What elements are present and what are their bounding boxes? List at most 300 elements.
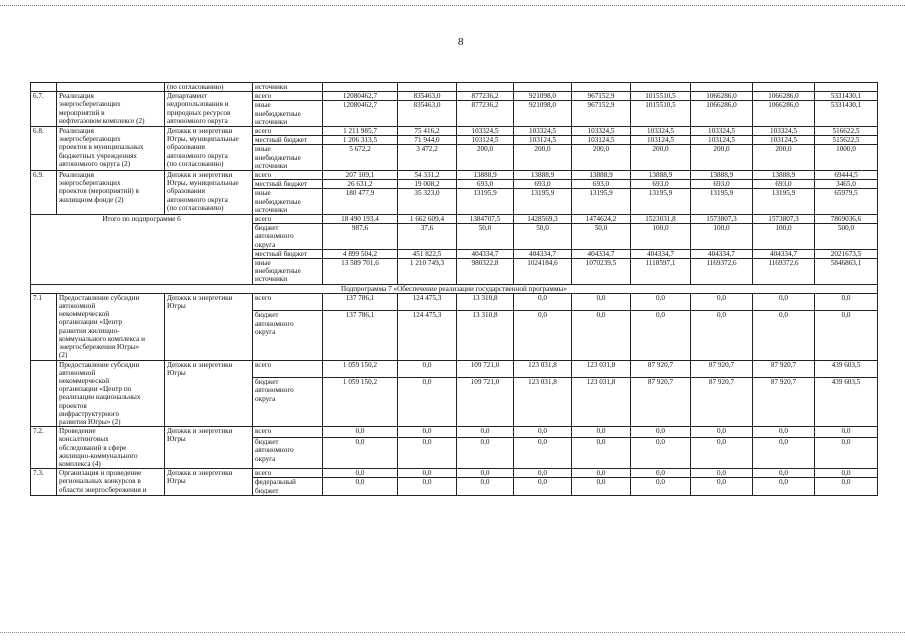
activity-name-line: бюджетных учреждениях [59, 151, 137, 160]
funding-source [253, 92, 323, 101]
amount-cell: 516622,5 [815, 127, 878, 136]
row-number: 7.3. [31, 469, 57, 496]
amount-cell: 0,0 [691, 311, 753, 360]
amount-cell: 0,0 [398, 360, 457, 378]
amount-cell: 0,0 [691, 478, 753, 495]
executor [165, 293, 253, 360]
amount-cell: 50,0 [514, 224, 572, 250]
funding-source-line: округа [255, 327, 276, 336]
activity-name-line: энергосберегающих [59, 179, 121, 188]
amount-cell: 0,0 [398, 438, 457, 469]
amount-cell: 0,0 [753, 469, 815, 478]
amount-cell: 980322,8 [457, 259, 514, 285]
amount-cell: 200,0 [457, 145, 514, 171]
amount-cell: 103324,5 [572, 127, 631, 136]
executor-line: природных ресурсов [167, 108, 231, 117]
amount-cell: 13888,9 [753, 171, 815, 180]
amount-cell: 124 475,3 [398, 311, 457, 360]
table-row [31, 293, 878, 311]
amount-cell: 103124,5 [631, 136, 691, 145]
activity-name-line: энергосбережения Югры» [59, 343, 140, 352]
amount-cell: 5331430,1 [815, 101, 878, 127]
amount-cell: 0,0 [572, 469, 631, 478]
amount-cell: 65979,5 [815, 189, 878, 215]
table-row [31, 171, 878, 180]
funding-source-line: автономного [255, 446, 294, 455]
funding-source-line: всего [255, 427, 272, 436]
amount-cell: 87 920,7 [631, 360, 691, 378]
activity-name [57, 469, 165, 496]
amount-cell: 1428569,3 [514, 215, 572, 224]
amount-cell: 207 109,1 [323, 171, 398, 180]
funding-source-line: бюджет [255, 311, 279, 320]
amount-cell: 180 477,9 [323, 189, 398, 215]
executor-line: автономного округа [167, 116, 228, 125]
funding-source-line: бюджет [255, 378, 279, 387]
funding-source [253, 311, 323, 360]
amount-cell: 4 899 504,2 [323, 249, 398, 258]
amount-cell: 5 672,2 [323, 145, 398, 171]
row-number [31, 83, 57, 92]
funding-source-line: иные [255, 145, 271, 154]
funding-source-line: всего [255, 293, 272, 302]
amount-cell [572, 83, 631, 92]
amount-cell: 0,0 [572, 427, 631, 438]
amount-cell: 0,0 [631, 311, 691, 360]
subprogram-7-title: Подпрограмма 7 «Обеспечение реализации государственной программы» [31, 284, 878, 293]
activity-name-line: энергосберегающих [59, 135, 121, 144]
funding-source [253, 438, 323, 469]
executor-line: Депжкк и энергетики [167, 171, 233, 180]
activity-name-line: развития жилищно- [59, 326, 120, 335]
funding-source [253, 249, 323, 258]
executor-line: образования [167, 143, 205, 152]
activity-name-line: Организация и проведение [59, 469, 142, 478]
executor-line: Депжкк и энергетики [167, 127, 233, 136]
amount-cell: 987,6 [323, 224, 398, 250]
funding-source-line: внебюджетные [255, 153, 301, 162]
executor [165, 171, 253, 215]
amount-cell: 103324,5 [631, 127, 691, 136]
amount-cell: 693,0 [691, 180, 753, 189]
amount-cell: 103124,5 [572, 136, 631, 145]
activity-name-line: жилищно-коммунального [59, 451, 138, 460]
funding-source-line: источники [255, 205, 288, 214]
amount-cell: 5846863,1 [815, 259, 878, 285]
amount-cell: 0,0 [514, 438, 572, 469]
funding-source-line: внебюджетные [255, 267, 301, 276]
amount-cell: 3 472,2 [398, 145, 457, 171]
amount-cell: 13 310,8 [457, 311, 514, 360]
amount-cell: 0,0 [631, 478, 691, 495]
row-number: 7.2. [31, 427, 57, 469]
amount-cell: 123 031,8 [572, 360, 631, 378]
funding-source-line: местный бюджет [255, 136, 308, 145]
funding-source-line: округа [255, 394, 276, 403]
amount-cell: 123 031,8 [514, 360, 572, 378]
amount-cell: 0,0 [691, 438, 753, 469]
amount-cell: 200,0 [691, 145, 753, 171]
total-row [31, 215, 878, 224]
amount-cell: 0,0 [572, 311, 631, 360]
subprogram-total-label: Итого по подпрограмме 6 [31, 215, 253, 285]
amount-cell: 693,0 [572, 180, 631, 189]
amount-cell: 0,0 [323, 427, 398, 438]
amount-cell: 0,0 [323, 478, 398, 495]
amount-cell: 877236,2 [457, 92, 514, 101]
funding-source-line: источники [255, 161, 288, 170]
activity-name-line: Реализация [59, 127, 94, 136]
amount-cell: 921098,0 [514, 101, 572, 127]
top-scan-edge [0, 5, 905, 6]
amount-cell: 103324,5 [514, 127, 572, 136]
amount-cell: 693,0 [514, 180, 572, 189]
amount-cell: 0,0 [572, 293, 631, 311]
funding-source-line: всего [255, 92, 272, 101]
executor-line: (по согласованию) [167, 83, 224, 91]
amount-cell: 0,0 [815, 469, 878, 478]
amount-cell: 0,0 [398, 427, 457, 438]
amount-cell: 200,0 [514, 145, 572, 171]
funding-source-line: местный бюджет [255, 249, 308, 258]
activity-name-line: автономной [59, 302, 96, 311]
amount-cell: 103324,5 [753, 127, 815, 136]
amount-cell: 13195,9 [572, 189, 631, 215]
funding-source [253, 427, 323, 438]
row-number: 6.9. [31, 171, 57, 215]
amount-cell: 12080462,7 [323, 92, 398, 101]
activity-name-line: некоммерческой [59, 310, 110, 319]
amount-cell: 50,0 [457, 224, 514, 250]
amount-cell: 0,0 [753, 438, 815, 469]
funding-source [253, 360, 323, 378]
table-row [31, 92, 878, 101]
amount-cell: 835463,0 [398, 101, 457, 127]
amount-cell: 1000,0 [815, 145, 878, 171]
activity-name-line: автономного округа (2) [59, 159, 130, 168]
amount-cell [323, 83, 398, 92]
amount-cell: 0,0 [457, 478, 514, 495]
amount-cell: 515622,5 [815, 136, 878, 145]
activity-name-line: жилищном фонде (2) [59, 195, 124, 204]
executor-line: Югры [167, 477, 186, 486]
amount-cell: 1474624,2 [572, 215, 631, 224]
amount-cell: 0,0 [691, 293, 753, 311]
executor-line: образования [167, 187, 205, 196]
amount-cell: 1070239,5 [572, 259, 631, 285]
funding-source-line: всего [255, 127, 272, 136]
executor-line: Югры, муниципальные [167, 179, 239, 188]
funding-source-line: округа [255, 240, 276, 249]
amount-cell: 1 210 749,3 [398, 259, 457, 285]
amount-cell: 13 310,8 [457, 293, 514, 311]
activity-name-line: региональных конкурсов в [59, 477, 141, 486]
page-number: 8 [458, 36, 464, 48]
amount-cell: 87 920,7 [631, 378, 691, 427]
amount-cell: 693,0 [753, 180, 815, 189]
activity-name [57, 427, 165, 469]
funding-source [253, 171, 323, 180]
activity-name-line: развития Югры» (2) [59, 417, 121, 426]
funding-source-line: округа [255, 454, 276, 463]
funding-source-line: федеральный [255, 478, 296, 487]
activity-name [57, 171, 165, 215]
amount-cell: 0,0 [815, 438, 878, 469]
funding-source-line: всего [255, 360, 272, 369]
amount-cell: 13195,9 [457, 189, 514, 215]
amount-cell: 1015510,5 [631, 101, 691, 127]
table-row [31, 127, 878, 136]
amount-cell: 0,0 [514, 427, 572, 438]
funding-source [253, 478, 323, 495]
activity-name-line: коммунального комплекса и [59, 334, 146, 343]
executor-line: Югры, муниципальные [167, 135, 239, 144]
funding-source-line: местный бюджет [255, 180, 308, 189]
bottom-scan-edge [0, 632, 905, 633]
amount-cell: 12080462,7 [323, 101, 398, 127]
funding-source-line: всего [255, 469, 272, 478]
amount-cell: 0,0 [815, 311, 878, 360]
funding-source-line: автономного [255, 232, 294, 241]
activity-name-line: организации «Центр [59, 318, 123, 327]
amount-cell: 967152,9 [572, 101, 631, 127]
amount-cell: 1024184,6 [514, 259, 572, 285]
activity-name-line: Предоставление субсидии [59, 360, 140, 369]
amount-cell: 1169372,6 [753, 259, 815, 285]
amount-cell: 103124,5 [514, 136, 572, 145]
amount-cell: 13888,9 [691, 171, 753, 180]
amount-cell: 693,0 [457, 180, 514, 189]
amount-cell: 1 059 150,2 [323, 360, 398, 378]
amount-cell: 0,0 [457, 469, 514, 478]
amount-cell: 1523031,8 [631, 215, 691, 224]
budget-table [30, 82, 878, 496]
amount-cell: 87 920,7 [691, 360, 753, 378]
amount-cell: 13195,9 [691, 189, 753, 215]
amount-cell [457, 83, 514, 92]
amount-cell: 50,0 [572, 224, 631, 250]
amount-cell: 1573807,3 [753, 215, 815, 224]
amount-cell: 100,0 [753, 224, 815, 250]
amount-cell: 835463,0 [398, 92, 457, 101]
amount-cell: 0,0 [631, 438, 691, 469]
funding-source-line: бюджет [255, 486, 279, 495]
row-number: 6.7. [31, 92, 57, 127]
executor-line: автономного округа [167, 195, 228, 204]
activity-name-line: мероприятий в [59, 108, 105, 117]
activity-name-line: проектов [59, 401, 87, 410]
activity-name-line: (2) [59, 351, 68, 360]
amount-cell: 1015510,5 [631, 92, 691, 101]
amount-cell: 1066286,0 [691, 92, 753, 101]
funding-source-line: внебюджетные [255, 197, 301, 206]
funding-source-line: бюджет [255, 438, 279, 447]
executor [165, 360, 253, 427]
amount-cell: 26 631,2 [323, 180, 398, 189]
funding-source [253, 293, 323, 311]
amount-cell: 0,0 [753, 311, 815, 360]
amount-cell: 1384707,5 [457, 215, 514, 224]
executor [165, 427, 253, 469]
amount-cell: 109 721,0 [457, 378, 514, 427]
amount-cell: 13195,9 [631, 189, 691, 215]
amount-cell: 0,0 [815, 478, 878, 495]
amount-cell: 1 662 609,4 [398, 215, 457, 224]
amount-cell: 0,0 [514, 469, 572, 478]
funding-source-line: внебюджетные [255, 109, 301, 118]
amount-cell: 404334,7 [753, 249, 815, 258]
amount-cell: 0,0 [631, 469, 691, 478]
amount-cell: 0,0 [691, 427, 753, 438]
funding-source [253, 136, 323, 145]
activity-name-line: проектов (мероприятий) в [59, 187, 139, 196]
amount-cell [753, 83, 815, 92]
amount-cell: 87 920,7 [753, 360, 815, 378]
executor-line: Депжкк и энергетики [167, 360, 233, 369]
amount-cell: 75 416,2 [398, 127, 457, 136]
amount-cell: 100,0 [691, 224, 753, 250]
table-row [31, 360, 878, 378]
funding-source-line: иные [255, 101, 271, 110]
amount-cell: 0,0 [514, 478, 572, 495]
executor-line: Югры [167, 302, 186, 311]
activity-name [57, 127, 165, 171]
amount-cell: 693,0 [631, 180, 691, 189]
activity-name-line: консалтинговых [59, 435, 109, 444]
activity-name [57, 83, 165, 92]
amount-cell [398, 83, 457, 92]
amount-cell: 1 206 313,5 [323, 136, 398, 145]
amount-cell: 877236,2 [457, 101, 514, 127]
section-row [31, 284, 878, 293]
amount-cell: 37,6 [398, 224, 457, 250]
activity-name [57, 360, 165, 427]
amount-cell: 451 822,5 [398, 249, 457, 258]
amount-cell: 0,0 [691, 469, 753, 478]
activity-name [57, 293, 165, 360]
amount-cell: 1169372,6 [691, 259, 753, 285]
amount-cell: 103124,5 [753, 136, 815, 145]
activity-name-line: организации «Центр по [59, 385, 132, 394]
funding-source [253, 189, 323, 215]
amount-cell: 18 490 193,4 [323, 215, 398, 224]
amount-cell: 13195,9 [514, 189, 572, 215]
amount-cell: 0,0 [631, 427, 691, 438]
amount-cell: 1066286,0 [753, 92, 815, 101]
executor-line: (по согласованию) [167, 203, 224, 212]
executor-line: автономного округа [167, 151, 228, 160]
amount-cell: 87 920,7 [753, 378, 815, 427]
amount-cell [514, 83, 572, 92]
executor [165, 127, 253, 171]
amount-cell: 1066286,0 [753, 101, 815, 127]
amount-cell [815, 83, 878, 92]
activity-name-line: энергосберегающих [59, 100, 121, 109]
funding-source-line: иные [255, 189, 271, 198]
executor-line: Депжкк и энергетики [167, 427, 233, 436]
amount-cell [631, 83, 691, 92]
amount-cell: 0,0 [514, 311, 572, 360]
amount-cell: 0,0 [457, 438, 514, 469]
amount-cell: 0,0 [398, 478, 457, 495]
executor-line: Югры [167, 368, 186, 377]
funding-source [253, 127, 323, 136]
activity-name-line: Предоставление субсидии [59, 293, 140, 302]
funding-source-line: бюджет [255, 224, 279, 233]
funding-source [253, 224, 323, 250]
amount-cell: 921098,0 [514, 92, 572, 101]
activity-name-line: Реализация [59, 171, 94, 180]
amount-cell: 13888,9 [631, 171, 691, 180]
executor-line: Депжкк и энергетики [167, 469, 233, 478]
amount-cell: 137 786,1 [323, 293, 398, 311]
amount-cell: 404334,7 [514, 249, 572, 258]
amount-cell: 1573807,3 [691, 215, 753, 224]
executor-line: недропользования и [167, 100, 229, 109]
funding-source [253, 145, 323, 171]
amount-cell: 2021673,5 [815, 249, 878, 258]
amount-cell: 0,0 [815, 427, 878, 438]
activity-name-line: проектов в муниципальных [59, 143, 144, 152]
executor-line: Депжкк и энергетики [167, 293, 233, 302]
row-number: 6.8. [31, 127, 57, 171]
amount-cell: 0,0 [514, 293, 572, 311]
amount-cell: 13888,9 [572, 171, 631, 180]
amount-cell: 123 031,8 [514, 378, 572, 427]
amount-cell: 7869036,6 [815, 215, 878, 224]
funding-source [253, 469, 323, 478]
funding-source [253, 259, 323, 285]
table-row [31, 83, 878, 92]
row-number [31, 360, 57, 427]
activity-name [57, 92, 165, 127]
amount-cell: 13195,9 [753, 189, 815, 215]
amount-cell: 19 008,2 [398, 180, 457, 189]
funding-source [253, 378, 323, 427]
amount-cell: 13888,9 [457, 171, 514, 180]
activity-name-line: некоммерческой [59, 376, 110, 385]
amount-cell: 0,0 [815, 293, 878, 311]
funding-source [253, 83, 323, 92]
executor-line: Югры [167, 435, 186, 444]
amount-cell: 200,0 [631, 145, 691, 171]
funding-source-line: источники [255, 83, 288, 91]
funding-source-line: источники [255, 117, 288, 126]
activity-name-line: реализации национальных [59, 393, 141, 402]
amount-cell: 967152,9 [572, 92, 631, 101]
activity-name-line: инфраструктурного [59, 409, 120, 418]
amount-cell: 35 323,0 [398, 189, 457, 215]
funding-source-line: источники [255, 275, 288, 284]
amount-cell: 0,0 [753, 293, 815, 311]
amount-cell: 124 475,3 [398, 293, 457, 311]
amount-cell: 103124,5 [691, 136, 753, 145]
amount-cell: 0,0 [753, 478, 815, 495]
amount-cell: 0,0 [398, 378, 457, 427]
amount-cell: 404334,7 [691, 249, 753, 258]
funding-source-line: всего [255, 171, 272, 180]
activity-name-line: области энергосбережения и [59, 485, 147, 494]
amount-cell: 103124,5 [457, 136, 514, 145]
amount-cell: 200,0 [572, 145, 631, 171]
funding-source [253, 180, 323, 189]
amount-cell: 1118597,1 [631, 259, 691, 285]
executor-line: Департамент [167, 92, 207, 101]
amount-cell [691, 83, 753, 92]
amount-cell: 0,0 [323, 438, 398, 469]
executor-line: (по согласованию) [167, 159, 224, 168]
amount-cell: 123 031,8 [572, 378, 631, 427]
